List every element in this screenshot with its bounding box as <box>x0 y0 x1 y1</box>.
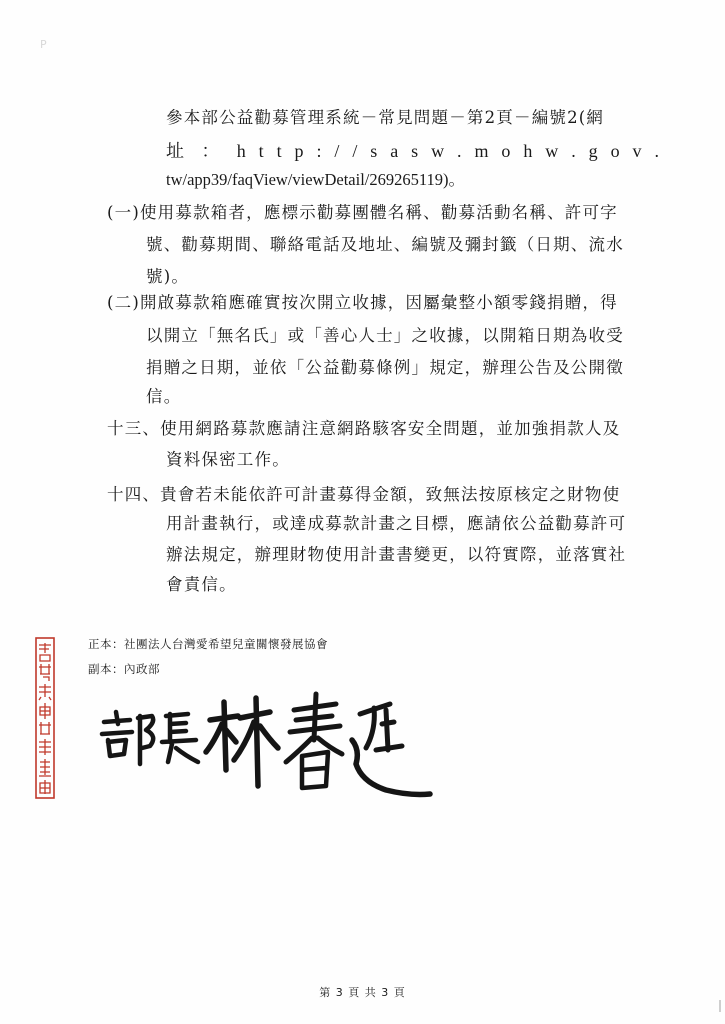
distribution-original: 正本：社團法人台灣愛希望兒童關懷發展協會 <box>88 637 328 651</box>
item-14-line-1: 十四、貴會若未能依許可計畫募得金額，致無法按原核定之財物使 <box>107 485 621 504</box>
item-14-line-4: 會責信。 <box>166 575 237 594</box>
minister-signature <box>90 690 440 810</box>
item-14-line-3: 辦法規定，辦理財物使用計畫書變更，以符實際，並落實社 <box>166 545 627 564</box>
item-2-line-1: (二)開啟募款箱應確實按次開立收據，因屬彙整小額零錢捐贈，得 <box>107 293 618 312</box>
item-2-line-4: 信。 <box>146 387 182 406</box>
official-seal-stamp <box>35 637 55 799</box>
item-13-line-1: 十三、使用網路募款應請注意網路駭客安全問題，並加強捐款人及 <box>107 419 621 438</box>
item-2-line-2: 以開立「無名氏」或「善心人士」之收據，以開箱日期為收受 <box>146 326 624 345</box>
page-number-footer: 第 3 頁 共 3 頁 <box>319 986 406 999</box>
item-1-line-2: 號、勸募期間、聯絡電話及地址、編號及彌封籤（日期、流水 <box>146 235 624 254</box>
reference-line-2: 址 ： h t t p : / / s a s w . m o h w . g o v . <box>166 141 661 161</box>
item-14-line-2: 用計畫執行，或達成募款計畫之目標，應請依公益勸募許可 <box>166 514 627 533</box>
item-2-line-3: 捐贈之日期，並依「公益勸募條例」規定，辦理公告及公開徵 <box>146 358 624 377</box>
reference-line-1: 參本部公益勸募管理系統－常見問題－第2頁－編號2(網 <box>166 108 605 127</box>
scan-artifact-mark: P <box>40 38 47 51</box>
distribution-copy: 副本：內政部 <box>88 662 160 676</box>
reference-line-3: tw/app39/faqView/viewDetail/269265119)。 <box>166 170 465 189</box>
scan-edge-speck <box>719 1000 721 1012</box>
item-1-line-1: (一)使用募款箱者，應標示勸募團體名稱、勸募活動名稱、許可字 <box>107 203 618 222</box>
item-1-line-3: 號)。 <box>146 267 190 286</box>
item-13-line-2: 資料保密工作。 <box>166 450 290 469</box>
